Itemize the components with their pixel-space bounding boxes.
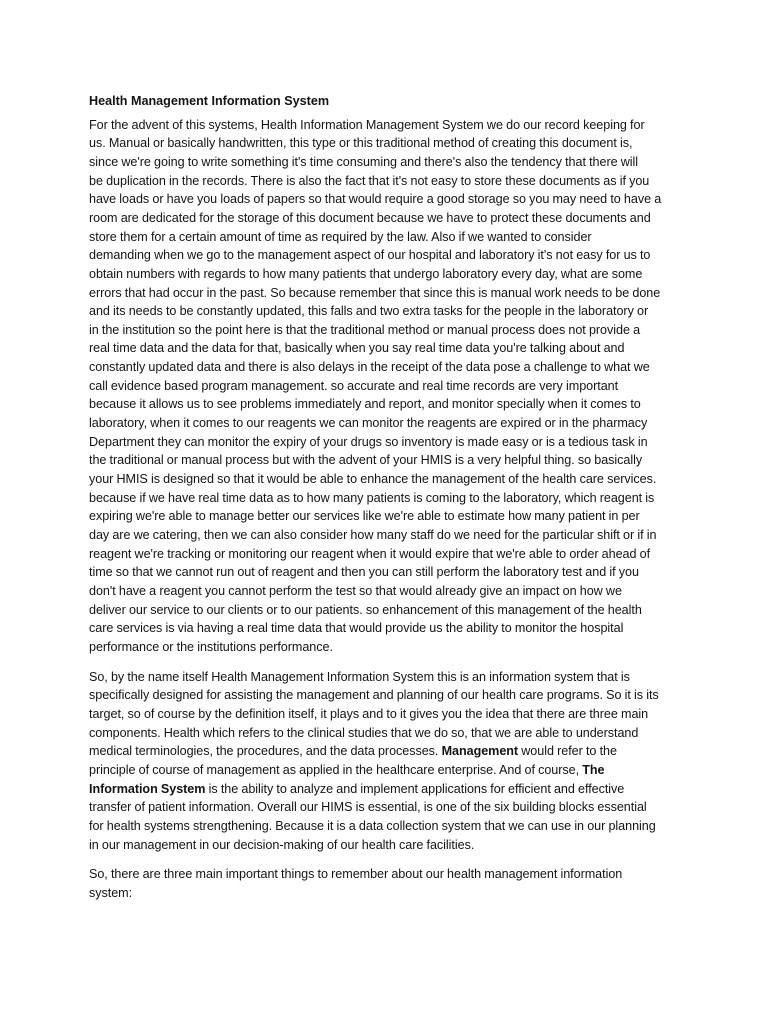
text-line: laboratory, when it comes to our reagents we can monitor the reagents are expired or in the pharmacy	[89, 416, 648, 431]
text-line: specifically designed for assisting the management and planning of our health care programs. So it is its	[89, 688, 659, 703]
bold-term-the: The	[582, 762, 605, 777]
text-line: Department they can monitor the expiry of your drugs so inventory is made easy or is a tedious task in	[89, 434, 648, 449]
text-line: constantly updated data and there is also delays in the receipt of the data pose a challenge to what we	[89, 360, 650, 375]
text-line: performance or the institutions performance.	[89, 639, 333, 654]
paragraph-definition	[89, 668, 677, 855]
text-line: have loads or have you loads of papers so that would require a good storage so you may need to have a	[89, 192, 662, 207]
text-segment: is the ability to analyze and implement applications for efficient and effective	[208, 781, 625, 796]
text-segment: medical terminologies, the procedures, and the data processes.	[89, 744, 439, 759]
text-line: store them for a certain amount of time as required by the law. Also if we wanted to consider	[89, 229, 592, 244]
text-line: expiring we're able to manage better our services like we're able to estimate how many patient in per	[89, 509, 640, 524]
text-line: in the institution so the point here is that the traditional method or manual process does not provide a	[89, 322, 641, 337]
paragraph-advent	[89, 116, 677, 657]
text-line: For the advent of this systems, Health Information Management System we do our record keeping for	[89, 117, 645, 132]
text-line	[89, 742, 677, 761]
text-line: system:	[89, 885, 133, 900]
text-line: demanding when we go to the management aspect of our hospital and laboratory it's not easy for us to	[89, 248, 651, 263]
text-line: components. Health which refers to the clinical studies that we do so, that we are able to understand	[89, 725, 639, 740]
text-segment: would refer to the	[521, 744, 617, 759]
text-line: care services is via having a real time data that would provide us the ability to monitor the hospital	[89, 621, 624, 636]
text-line: call evidence based program management. so accurate and real time records are very important	[89, 378, 619, 393]
document-title: Health Management Information System	[89, 94, 330, 108]
text-segment: principle of course of management as applied in the healthcare enterprise. And of course,	[89, 762, 580, 777]
text-line: day are we catering, then we can also consider how many staff do we need for the particular shift or if in	[89, 528, 657, 543]
text-line: us. Manual or basically handwritten, this type or this traditional method of creating this document is,	[89, 136, 633, 151]
text-line: since we're going to write something it's time consuming and there's also the tendency that there will	[89, 154, 639, 169]
text-line: target, so of course by the definition itself, it plays and to it gives you the idea that there are three main	[89, 706, 649, 721]
paragraph-three-things	[89, 865, 677, 902]
text-line: obtain numbers with regards to how many patients that undergo laboratory every day, what are some	[89, 266, 643, 281]
text-line: for health systems strengthening. Because it is a data collection system that we can use in our planning	[89, 818, 656, 833]
text-line: room are dedicated for the storage of this document because we have to protect these documents and	[89, 210, 651, 225]
text-line	[89, 761, 677, 780]
text-line: transfer of patient information. Overall our HIMS is essential, is one of the six building blocks essential	[89, 800, 647, 815]
text-line: real time data and the data for that, basically when you say real time data you're talking about and	[89, 341, 625, 356]
text-line	[89, 780, 677, 799]
text-line: because if we have real time data as to how many patients is coming to the laboratory, which reagent is	[89, 490, 655, 505]
text-line: and its needs to be constantly updated, this falls and two extra tasks for the people in the laboratory or	[89, 304, 649, 319]
text-line: deliver our service to our clients or to our patients. so enhancement of this management of the health	[89, 602, 642, 617]
text-line: your HMIS is designed so that it would be able to enhance the management of the health care services.	[89, 472, 657, 487]
text-line: because it allows us to see problems immediately and report, and monitor specially when it comes to	[89, 397, 641, 412]
text-line: don't have a reagent you cannot perform the test so that would already give an impact on how we	[89, 584, 622, 598]
text-line: be duplication in the records. There is also the fact that it's not easy to store these documents as if you	[89, 173, 650, 188]
text-line: the traditional or manual process but with the advent of your HMIS is a very helpful thing. so basically	[89, 453, 643, 468]
text-line: errors that had occur in the past. So because remember that since this is manual work needs to be done	[89, 285, 661, 300]
text-line: So, there are three main important things to remember about our health management information	[89, 867, 623, 882]
text-line: time so that we cannot run out of reagent and then you can still perform the laboratory test and if you	[89, 565, 639, 580]
text-line: reagent we're tracking or monitoring our reagent when it would expire that we're able to order ahead of	[89, 546, 651, 561]
text-line: in our management in our decision-making of our health care facilities.	[89, 837, 475, 852]
document-body	[89, 92, 677, 914]
bold-term-information-system: Information System	[89, 781, 206, 796]
text-line: So, by the name itself Health Management Information System this is an information system that is	[89, 669, 630, 684]
bold-term-management: Management	[441, 744, 519, 759]
